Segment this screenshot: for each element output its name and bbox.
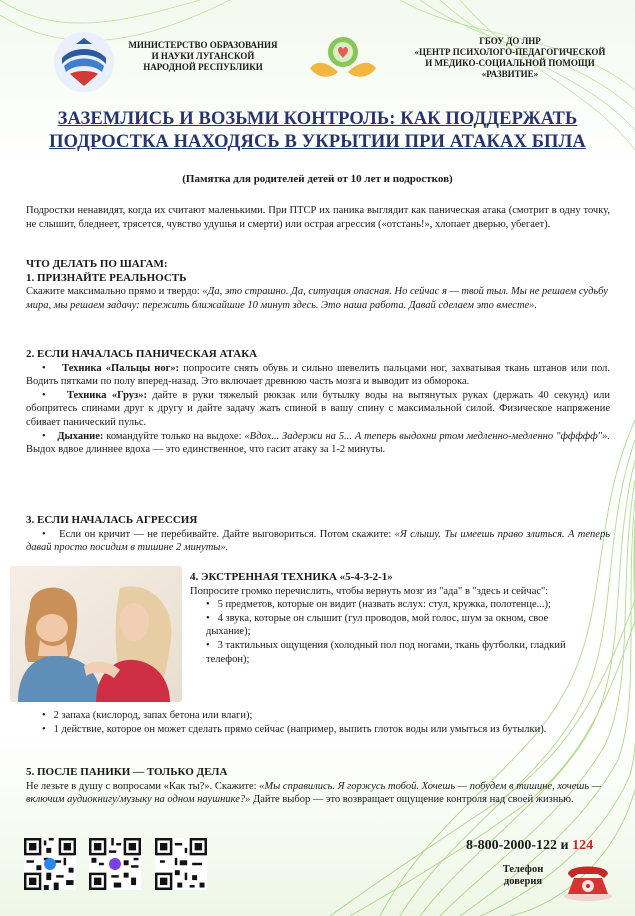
- mother-daughter-photo: [10, 566, 182, 702]
- step-1-section: [26, 258, 610, 312]
- short-number[interactable]: 124: [572, 838, 594, 853]
- breathing-label: Дыхание:: [57, 430, 104, 442]
- step-4-item-2-text: 2 запаха (кислород, запах бетона или влаги);: [53, 710, 253, 721]
- step-4-item-2: • 2 запаха (кислород, запах бетона или влаги);: [42, 710, 253, 721]
- step-3-bullet: • Если он кричит — не перебивайте. Дайте выговориться. Потом скажите: «Я слышу. Ты имеешь право злиться. А теперь давай просто посидим в тишине 2 минуты».: [26, 528, 610, 554]
- qr-code-icon[interactable]: [24, 838, 76, 890]
- step-5-heading: 5. ПОСЛЕ ПАНИКИ — ТОЛЬКО ДЕЛА: [26, 766, 228, 778]
- step-5-tail: Дайте выбор — это возвращает ощущение контроля над своей жизнью.: [250, 794, 574, 806]
- hotline-label-line-1: Телефон: [502, 864, 544, 875]
- hands-heart-logo-icon: [306, 28, 380, 86]
- telephone-icon: [560, 856, 616, 902]
- steps-heading: ЧТО ДЕЛАТЬ ПО ШАГАМ:: [26, 258, 168, 270]
- phone-separator: и: [557, 838, 573, 853]
- toes-technique-text: попросите снять обувь и сильно шевелить пальцами ног, захватывая ткань штанов или пол. Водить пятками по полу вперед-назад. Это включает древнюю часть мозга и выводит из обморока.: [26, 362, 611, 388]
- step-2-bullet-3: • Дыхание: командуйте только на выдохе: «Вдох... Задержи на 5... А теперь выдохни ртом медленно-медленно "ффффф"». Выдох вдвое длиннее вдоха — это единственное, что гасит атаку за 1-2 минуты.: [26, 430, 610, 456]
- step-2-bullet-1: • Техника «Пальцы ног»: попросите снять обувь и сильно шевелить пальцами ног, захватывая ткань штанов или пол. Водить пятками по полу вперед-назад. Это включает древнюю часть мозга и выводит из обморока.: [26, 362, 611, 388]
- ministry-name: [118, 40, 288, 73]
- step-3-section: [26, 514, 610, 555]
- step-5-text: Не лезьте в душу с вопросами «Как ты?». Скажите:: [26, 780, 260, 792]
- step-2-section: [26, 348, 610, 457]
- ministry-logo-icon: [52, 30, 116, 94]
- step-2-heading: 2. ЕСЛИ НАЧАЛАСЬ ПАНИЧЕСКАЯ АТАКА: [26, 348, 258, 360]
- step-4-item-4-text: 4 звука, которые он слышит (гул проводов, мой голос, шум за окном, свое дыхание);: [206, 612, 549, 638]
- hotline-phone[interactable]: [466, 838, 593, 854]
- step-2-bullet-2: • Техника «Груз»: дайте в руки тяжелый рюкзак или бутылку воды на вытянутых руках (держать 40 секунд) или обопритесь спинами друг к другу и дайте задачу жать спиной в вашу спину с максимальной силой. Физическое напряжение сбивает панический пульс.: [26, 389, 610, 428]
- step-4-item-1-text: 1 действие, которое он может сделать прямо сейчас (например, выпить глоток воды или умыться из бутылки).: [53, 723, 547, 735]
- toes-technique-label: Техника «Пальцы ног»:: [62, 362, 180, 374]
- step-4-heading: 4. ЭКСТРЕННАЯ ТЕХНИКА «5-4-3-2-1»: [190, 571, 393, 583]
- breathing-text: командуйте только на выдохе:: [103, 430, 245, 442]
- step-1-quote: «Да, это страшно. Да, ситуация опасная. Но сейчас я — твой тыл. Мы не решаем судьбу мира, мы решаем задачу: пережить ближайшие 10 минут здесь. Это наша работа. Давай сделаем это вместе».: [26, 286, 608, 311]
- step-1-text: Скажите максимально прямо и твердо:: [26, 286, 203, 298]
- step-4-item-4: • 4 звука, которые он слышит (гул проводов, мой голос, шум за окном, свое дыхание);: [206, 612, 549, 638]
- center-name: [396, 36, 624, 80]
- hotline-label: [488, 864, 558, 888]
- step-3-heading: 3. ЕСЛИ НАЧАЛАСЬ АГРЕССИЯ: [26, 514, 198, 526]
- qr-code-icon[interactable]: [155, 838, 207, 890]
- step-1-heading: 1. ПРИЗНАЙТЕ РЕАЛЬНОСТЬ: [26, 271, 187, 284]
- intro-paragraph: [26, 204, 610, 231]
- title-line-1: ЗАЗЕМЛИСЬ И ВОЗЬМИ КОНТРОЛЬ: КАК ПОДДЕРЖАТЬ: [57, 109, 578, 129]
- step-4-section: [190, 571, 575, 666]
- weight-technique-label: Техника «Груз»:: [66, 389, 147, 401]
- step-3-text: Если он кричит — не перебивайте. Дайте выговориться. Потом скажите:: [59, 528, 395, 540]
- page-subtitle: (Памятка для родителей детей от 10 лет и подростков): [182, 173, 453, 185]
- hotline-label-line-2: доверия: [503, 876, 543, 887]
- hotline-phone-number[interactable]: 8-800-2000-122: [466, 838, 557, 853]
- step-4-item-1: • 1 действие, которое он может сделать прямо сейчас (например, выпить глоток воды или умыться из бутылки).: [42, 723, 547, 735]
- title-line-2: ПОДРОСТКА НАХОДЯСЬ В УКРЫТИИ ПРИ АТАКАХ БПЛА: [49, 132, 586, 152]
- breathing-quote: «Вдох... Задержи на 5... А теперь выдохни ртом медленно-медленно "ффффф"».: [244, 430, 610, 442]
- step-4-item-5: • 5 предметов, которые он видит (назвать вслух: стул, кружка, полотенце...);: [206, 599, 551, 611]
- step-3-quote: «Я слышу. Ты имеешь право злиться. А теперь давай просто посидим в тишине 2 минуты».: [26, 528, 610, 554]
- step-4-tail: [26, 709, 610, 736]
- step-4-intro: Попросите громко перечислить, чтобы вернуть мозг из "ада" в "здесь и сейчас":: [190, 585, 549, 597]
- weight-technique-text: дайте в руки тяжелый рюкзак или бутылку воды на вытянутых руках (держать 40 секунд) или обопритесь спинами друг к другу и дайте задачу жать спиной в вашу спину с максимальной силой. Физическое напряжение сбивает панический пульс.: [26, 389, 610, 428]
- intro-text: Подростки ненавидят, когда их считают маленькими. При ПТСР их паника выглядит как паническая атака (смотрит в одну точку, не слышит, бледнеет, трясется, чувство удушья и смерти) или острая агрессия («отстань!», хлопает дверью, убегает).: [26, 205, 610, 230]
- step-5-section: [26, 766, 610, 807]
- qr-code-icon[interactable]: [89, 838, 141, 890]
- page-title: [20, 108, 615, 154]
- step-5-quote: «Мы справились. Я горжусь тобой. Хочешь — побудем в тишине, хочешь — включим аудиокнигу/музыку на одном наушнике?»: [26, 780, 602, 806]
- ministry-line-1: МИНИСТЕРСТВО ОБРАЗОВАНИЯ: [128, 40, 278, 50]
- step-4-item-3-text: 3 тактильных ощущения (холодный пол под ногами, ткань футболки, гладкий телефон);: [206, 639, 566, 665]
- ministry-line-2: И НАУКИ ЛУГАНСКОЙ: [151, 51, 255, 61]
- step-4-item-3: • 3 тактильных ощущения (холодный пол под ногами, ткань футболки, гладкий телефон);: [206, 639, 566, 665]
- center-line-4: «РАЗВИТИЕ»: [481, 69, 539, 79]
- center-line-1: ГБОУ ДО ЛНР: [479, 36, 541, 46]
- breathing-tail: Выдох вдвое длиннее вдоха — это единственное, что гасит атаку за 1-2 минуты.: [26, 444, 386, 456]
- center-line-3: И МЕДИКО-СОЦИАЛЬНОЙ ПОМОЩИ: [425, 58, 595, 68]
- ministry-line-3: НАРОДНОЙ РЕСПУБЛИКИ: [143, 62, 263, 72]
- center-line-2: «ЦЕНТР ПСИХОЛОГО-ПЕДАГОГИЧЕСКОЙ: [414, 47, 606, 57]
- step-4-item-5-text: 5 предметов, которые он видит (назвать вслух: стул, кружка, полотенце...);: [217, 599, 551, 611]
